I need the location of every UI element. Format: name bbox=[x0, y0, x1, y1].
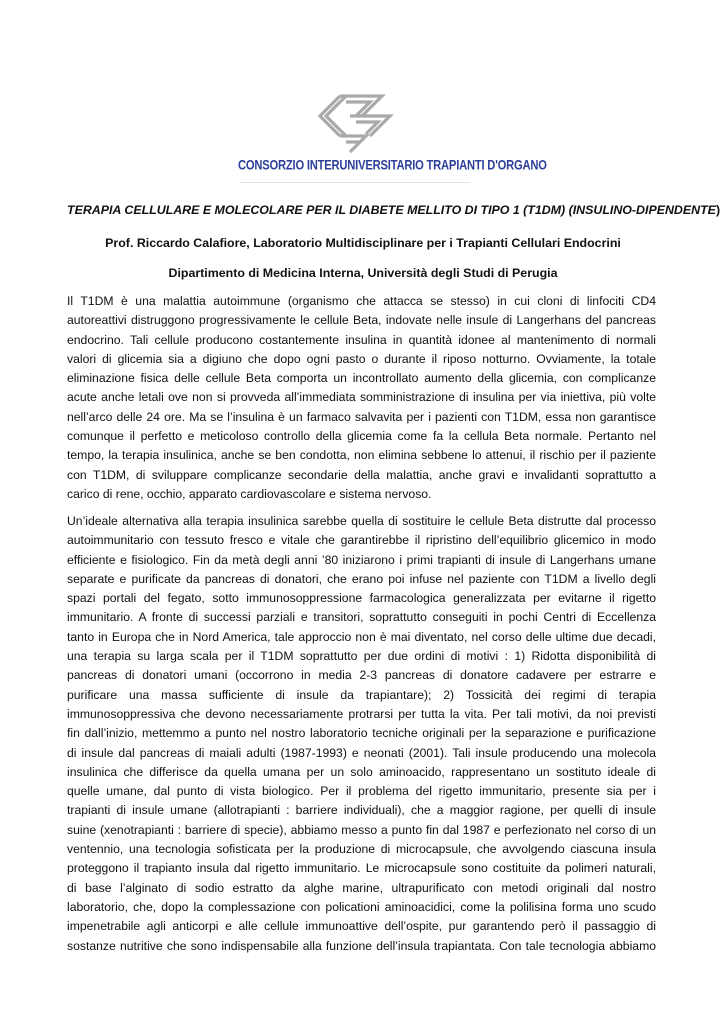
text-line: spazi portali del fegato, sotto immunosoppressione farmacologica generalizzata per evitarne il rigetto bbox=[67, 591, 656, 606]
text-line: suine (xenotrapianti : barriere di specie), abbiamo messo a punto fin dal 1987 e perfezionato nel corso di un bbox=[67, 822, 656, 837]
text-line: immunitario. A fronte di successi parziali e transitori, soprattutto conseguiti in pochi Centri di Eccellenza bbox=[67, 610, 656, 625]
text-line: insulinica che differisce da quella umana per un solo aminoacido, rappresentano un sostituto ideale di bbox=[67, 764, 656, 779]
paragraph-1 bbox=[67, 292, 656, 504]
text-line: purificare una massa sufficiente di insule da trapiantare); 2) Tossicità dei regimi di terapia bbox=[67, 687, 656, 702]
text-line: quelle umane, dal punto di vista biologico. Per il problema del rigetto immunitario, presente sia per i bbox=[67, 784, 656, 799]
text-line: efficiente e fisiologico. Fin da metà degli anni ’80 iniziarono i primi trapianti di insule di Langerhans umane bbox=[67, 552, 656, 567]
paragraph-2 bbox=[67, 512, 656, 956]
consortium-logo bbox=[230, 92, 547, 187]
text-line: carico di rene, occhio, apparato cardiovascolare e sistema nervoso. bbox=[67, 486, 432, 501]
text-line: immunosoppressiva che devono necessariamente protrarsi per tutta la vita. Per tali motivi, da noi previsti bbox=[67, 706, 656, 721]
text-line: tempo, la terapia insulinica, anche se ben condotta, non elimina sebbene lo attenui, il rischio per il paziente bbox=[67, 448, 656, 463]
text-line: comunque il perfetto e meticoloso controllo della glicemia come fa la cellula Beta normale. Pertanto nel bbox=[67, 429, 656, 444]
cit-logo-icon bbox=[310, 92, 400, 154]
consortium-name: CONSORZIO INTERUNIVERSITARIO TRAPIANTI D'ORGANO bbox=[238, 158, 547, 173]
text-line: proteggono il trapianto insula dal rigetto immunitario. Le microcapsule sono costituite da polimeri naturali, bbox=[67, 861, 656, 876]
text-line: nell’arco delle 24 ore. Ma se l’insulina è un farmaco salvavita per i pazienti con T1DM, essa non garantisce bbox=[67, 409, 656, 424]
text-line: separate e purificate da pancreas di donatori, che erano poi infuse nel paziente con T1DM a livello degli bbox=[67, 571, 656, 586]
text-line: acute anche letali ove non si provveda all’immediata somministrazione di insulina per via iniettiva, più volte bbox=[67, 390, 656, 405]
text-line: trapianti di insule umane (allotrapianti : barriere individuali), che a maggior ragione, per quelli di insule bbox=[67, 803, 656, 818]
text-line: con T1DM, di sviluppare complicanze secondarie della malattia, anche gravi e invalidanti soprattutto a bbox=[67, 467, 656, 482]
text-line: laboratorio, che, dopo la complessazione con policationi aminoacidici, come la polilisina forma uno scudo bbox=[67, 899, 656, 914]
author-line: Prof. Riccardo Calafiore, Laboratorio Multidisciplinare per i Trapianti Cellulari Endocrini bbox=[105, 236, 621, 250]
text-line: di base l’alginato di sodio estratto da alghe marine, ultrapurificato con metodi originali dal nostro bbox=[67, 880, 656, 895]
text-line: valori di glicemia sia a digiuno che dopo ogni pasto o durante il riposo notturno. Ovviamente, la totale bbox=[67, 351, 656, 366]
text-line: Un’ideale alternativa alla terapia insulinica sarebbe quella di sostituire le cellule Beta distrutte dal processo bbox=[67, 514, 656, 528]
text-line: endocrino. Tali cellule producono costantemente insulina in quantità idonee al mantenimento di normali bbox=[67, 332, 656, 347]
text-line: pancreas di donatori umani (occorrono in media 2-3 pancreas di donatore cadavere per estrarre e bbox=[67, 668, 656, 683]
text-line: Il T1DM è una malattia autoimmune (organismo che attacca se stesso) in cui cloni di linfociti CD4 bbox=[67, 294, 656, 308]
title-close-paren: ) bbox=[715, 203, 721, 217]
text-line: di insule dal pancreas di maiali adulti (1987-1993) e neonati (2001). Tali insule producendo una molecola bbox=[67, 745, 656, 760]
document-title bbox=[67, 203, 721, 217]
text-line: ventennio, una tecnologia sofisticata per la produzione di microcapsule, che avvolgendo ciascuna insula bbox=[67, 842, 656, 857]
title-text: TERAPIA CELLULARE E MOLECOLARE PER IL DIABETE MELLITO DI TIPO 1 (T1DM) (INSULINO-DIPENDENTE bbox=[67, 203, 716, 217]
text-line: fin dall’inizio, mettemmo a punto nel nostro laboratorio tecniche originali per la separazione e purificazione bbox=[67, 726, 656, 741]
text-line: autoimmunitario con tessuto fresco e vitale che garantirebbe il ripristino dell’equilibrio glicemico in modo bbox=[67, 533, 656, 548]
text-line: eliminazione fisica delle cellule Beta comporta un incontrollato aumento della glicemia, con complicanze bbox=[67, 371, 656, 386]
text-line: autoreattivi distruggono progressivamente le cellule Beta, indovate nelle insule di Langerhans del pancreas bbox=[67, 313, 656, 328]
department-line: Dipartimento di Medicina Interna, Università degli Studi di Perugia bbox=[168, 266, 558, 280]
text-line: sostanze nutritive che sono indispensabile alla funzione dell’insula trapiantata. Con tale tecnologia abbiamo bbox=[67, 938, 656, 953]
logo-divider bbox=[240, 182, 470, 183]
text-line: tanto in Europa che in Nord America, tale approccio non è mai diventato, nel corso delle ultime due decadi, bbox=[67, 629, 656, 644]
text-line: impenetrabile agli anticorpi e alle cellule immunoattive dell’ospite, pur garantendo però il passaggio di bbox=[67, 919, 656, 934]
text-line: una terapia su larga scala per il T1DM soprattutto per due ordini di motivi : 1) Ridotta disponibilità di bbox=[67, 649, 656, 664]
